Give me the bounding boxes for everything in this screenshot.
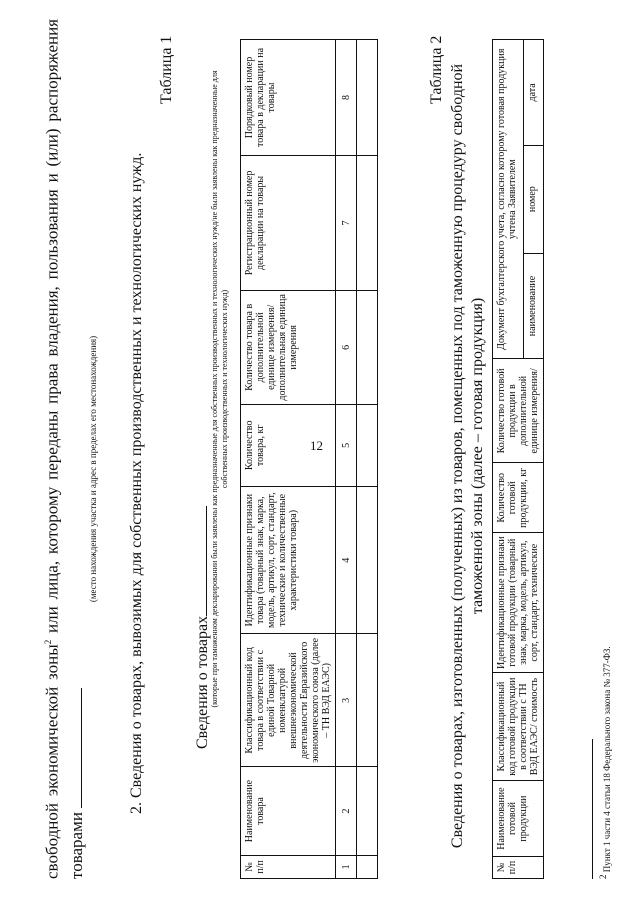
table1-header-features: Идентификационные признаки товара (товарный знак, марка, модель, артикул, сорт, стандарт, технические и количественные характеристики товара) bbox=[241, 486, 336, 634]
table1-header-num: № п/п bbox=[241, 855, 336, 878]
table1-header-name: Наименование товара bbox=[241, 767, 336, 856]
location-blank bbox=[65, 688, 82, 808]
table1-header-code: Классификационный код товара в соответствии с единой Товарной номенклатурой внешнеэкономической деятельности Евразийского экономического союза (далее – ТН ВЭД ЕАЭС) bbox=[241, 634, 336, 767]
table2-header-num: № п/п bbox=[493, 857, 544, 879]
table1-caption-note: (которые при таможенном декларировании были заявлены как предназначенные для собственных производственных и технологических нужд/не были заявлены как предназначенные для собственных производственных и технологических нужд) bbox=[210, 70, 229, 708]
intro-text-after: или лица, которому переданы права владения, пользования и (или) распоряжения товарами bbox=[42, 19, 86, 879]
table2-subheader-date: дата bbox=[524, 40, 544, 146]
table2-header-name: Наименование готовой продукции bbox=[493, 781, 544, 857]
footnote-marker: 2 bbox=[598, 874, 608, 879]
table2-label: Таблица 2 bbox=[428, 35, 445, 104]
table1-caption: Сведения о товарах bbox=[190, 506, 212, 749]
footnote-text: Пункт 1 части 4 статьи 18 Федерального закона № 377-ФЗ. bbox=[602, 646, 612, 873]
table2-header-accounting-doc: Документ бухгалтерского учета, согласно которому готовая продукция учтена Заявителем bbox=[493, 40, 524, 359]
table2 bbox=[492, 39, 544, 879]
table1 bbox=[240, 39, 378, 879]
table1-empty-row bbox=[357, 40, 378, 879]
table2-header-code: Классификационный код готовой продукции в соответствии с ТН ВЭД ЕАЭС/ стоимость bbox=[493, 673, 544, 781]
table1-header-extra-qty: Количество товара в дополнительной единице измерения/ дополнительная единица измерения bbox=[241, 290, 336, 404]
table2-subheader-name: наименование bbox=[524, 253, 544, 359]
table2-caption: Сведения о товарах, изготовленных (полученных) из товаров, помещенных под таможенную процедуру свободной таможенной зоны (далее – готовая продукция) bbox=[449, 63, 486, 849]
table2-header-features: Идентификационные признаки готовой продукции (товарный знак, марка, модель, артикул, сорт, стандарт, технические bbox=[493, 533, 544, 673]
page-number: 12 bbox=[310, 438, 323, 453]
table2-header-extra-qty: Количество готовой продукции в дополнительной единице измерения/ bbox=[493, 359, 544, 463]
table1-label: Таблица 1 bbox=[158, 35, 175, 104]
table1-header-weight: Количество товара, кг bbox=[241, 404, 336, 486]
section-heading: 2. Сведения о товарах, вывозимых для собственных производственных и технологических нужд. bbox=[128, 152, 145, 814]
table2-subheader-number: номер bbox=[524, 145, 544, 253]
table1-header-item-number: Порядковый номер товара в декларации на товары bbox=[241, 40, 336, 156]
intro-footnote-ref: 2 bbox=[43, 639, 53, 645]
table2-header-weight: Количество готовой продукции, кг bbox=[493, 463, 544, 533]
footnote-divider bbox=[592, 739, 593, 879]
footnote bbox=[598, 646, 612, 879]
intro-text-before: свободной экономической зоны bbox=[42, 644, 62, 879]
intro-note: (место нахождения участка и адрес в пределах его местонахождения) bbox=[88, 335, 98, 603]
table1-number-row: 1 2 3 4 5 6 7 8 bbox=[336, 40, 357, 879]
table1-header-declaration: Регистрационный номер декларации на товары bbox=[241, 155, 336, 290]
intro-paragraph bbox=[36, 19, 89, 879]
